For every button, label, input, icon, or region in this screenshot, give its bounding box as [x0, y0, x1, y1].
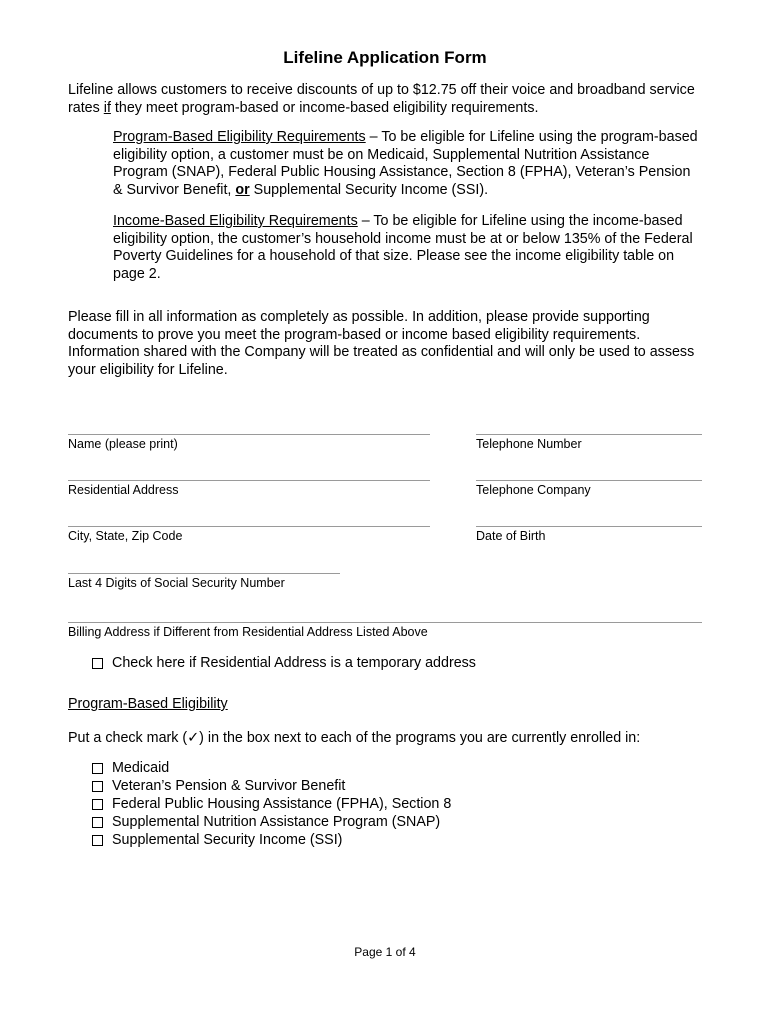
- program-requirements-or: or: [235, 181, 250, 198]
- income-requirements-text: – To be eligible for Lifeline using the income-based eligibility option, the customer’s household income must be at or below 135% of the Federal Poverty Guidelines for a household of that size. Please see the income eligibility table on page 2.: [113, 213, 693, 282]
- program-label: Supplemental Nutrition Assistance Program (SNAP): [112, 814, 441, 830]
- program-requirements-heading: Program-Based Eligibility Requirements: [113, 129, 366, 145]
- temporary-address-label: Check here if Residential Address is a temporary address: [112, 655, 476, 671]
- program-label: Federal Public Housing Assistance (FPHA), Section 8: [112, 796, 452, 812]
- date-of-birth-field-line[interactable]: [476, 526, 702, 527]
- ssn-field-line[interactable]: [68, 573, 340, 574]
- program-option-veterans-pension[interactable]: [92, 778, 345, 794]
- program-option-snap[interactable]: [92, 814, 440, 830]
- program-option-medicaid[interactable]: [92, 760, 169, 776]
- program-requirements-text-b: Supplemental Security Income (SSI).: [249, 181, 489, 198]
- ssi-checkbox[interactable]: [92, 835, 103, 846]
- income-requirements-heading: Income-Based Eligibility Requirements: [113, 213, 358, 229]
- intro-if-word: if: [103, 99, 111, 116]
- snap-checkbox[interactable]: [92, 817, 103, 828]
- telephone-company-label: Telephone Company: [476, 483, 591, 497]
- program-requirements-text-a: – To be eligible for Lifeline using the program-based eligibility option, a customer must be on Medicaid, Supplemental Nutrition Assistance Program (SNAP), Federal Public Housing Assistance, Section 8 (FPHA), Veteran’s Pension & Survivor Benefit,: [113, 129, 698, 198]
- program-label: Medicaid: [112, 760, 170, 776]
- program-option-fpha[interactable]: [92, 796, 451, 812]
- date-of-birth-label: Date of Birth: [476, 529, 546, 543]
- intro-paragraph: [68, 82, 708, 117]
- veterans-pension-checkbox[interactable]: [92, 781, 103, 792]
- instructions-paragraph: Please fill in all information as completely as possible. In addition, please provide supporting documents to prove you meet the program-based or income based eligibility requirements. Information shared with the Company will be treated as confidential and will only be used to assess your eligibility for Lifeline.: [68, 309, 695, 378]
- program-eligibility-instruction: Put a check mark (✓) in the box next to each of the programs you are currently enrolled in:: [68, 730, 641, 746]
- program-label: Veteran’s Pension & Survivor Benefit: [112, 778, 346, 794]
- city-state-zip-label: City, State, Zip Code: [68, 529, 183, 543]
- billing-address-field-line[interactable]: [68, 622, 702, 623]
- city-state-zip-field-line[interactable]: [68, 526, 430, 527]
- billing-address-label: Billing Address if Different from Residential Address Listed Above: [68, 625, 428, 639]
- intro-text-b: they meet program-based or income-based eligibility requirements.: [110, 99, 539, 116]
- program-label: Supplemental Security Income (SSI): [112, 832, 343, 848]
- ssn-label: Last 4 Digits of Social Security Number: [68, 576, 285, 590]
- income-requirements-paragraph: [113, 213, 708, 283]
- program-option-ssi[interactable]: [92, 832, 342, 848]
- page-title: Lifeline Application Form: [283, 48, 487, 67]
- program-requirements-paragraph: [113, 129, 703, 199]
- residential-address-field-line[interactable]: [68, 480, 430, 481]
- residential-address-label: Residential Address: [68, 483, 179, 497]
- medicaid-checkbox[interactable]: [92, 763, 103, 774]
- telephone-company-field-line[interactable]: [476, 480, 702, 481]
- telephone-number-field-line[interactable]: [476, 434, 702, 435]
- telephone-number-label: Telephone Number: [476, 437, 582, 451]
- fpha-checkbox[interactable]: [92, 799, 103, 810]
- temporary-address-checkbox[interactable]: [92, 658, 103, 669]
- intro-text-a: Lifeline allows customers to receive discounts of up to $12.75 off their voice and broadband service rates: [68, 82, 695, 116]
- name-label: Name (please print): [68, 437, 178, 451]
- temporary-address-option[interactable]: [92, 655, 476, 671]
- page-number: Page 1 of 4: [354, 945, 416, 959]
- name-field-line[interactable]: [68, 434, 430, 435]
- program-eligibility-heading: Program-Based Eligibility: [68, 696, 228, 712]
